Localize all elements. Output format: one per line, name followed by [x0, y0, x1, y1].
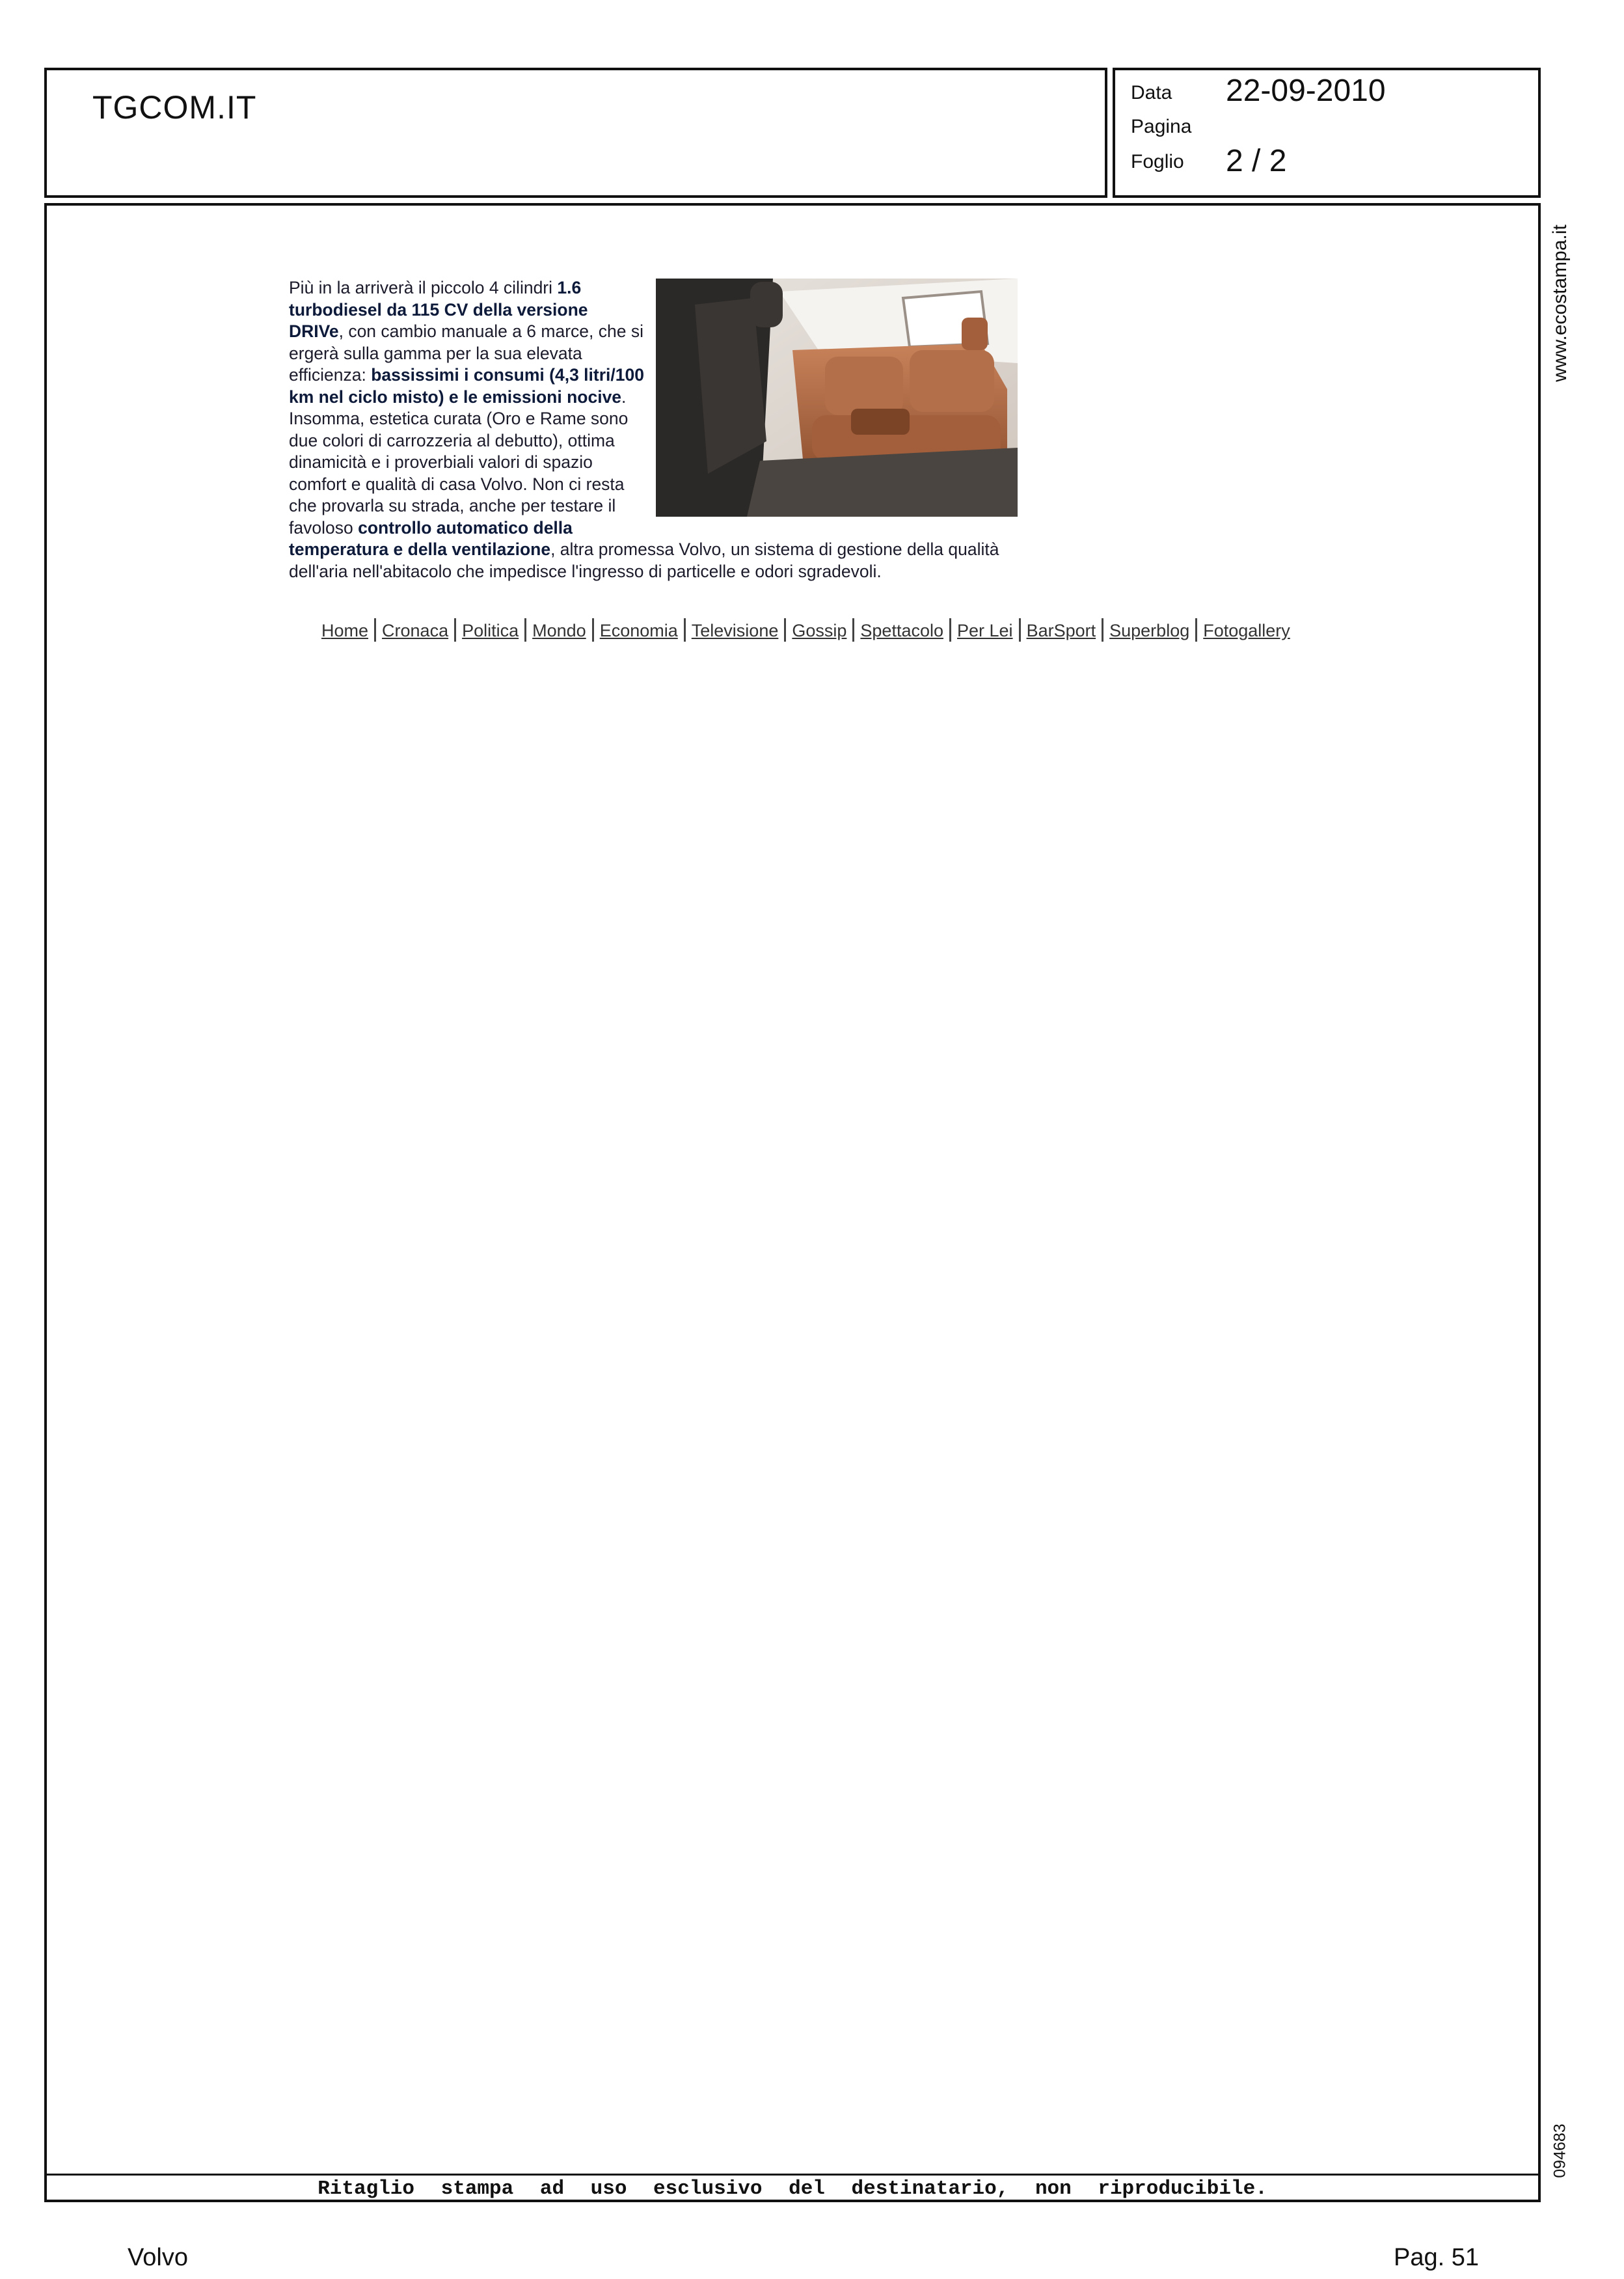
article-text: , altra promessa Volvo, un sistema di gestione della qualità dell'aria nell'abitacolo che impedisce l'ingresso di particelle e odori sgradevoli. — [289, 539, 999, 581]
nav-link-superblog[interactable]: Superblog — [1109, 621, 1190, 640]
website-text: www.ecostampa.it — [1549, 225, 1571, 382]
nav-link-spettacolo[interactable]: Spettacolo — [860, 621, 943, 640]
nav-link-barsport[interactable]: BarSport — [1026, 621, 1096, 640]
article-body — [289, 277, 1018, 582]
article-text: , con cambio manuale a 6 marce, che si ergerà sulla gamma per la sua elevata efficienza: — [289, 321, 643, 385]
sheet-label: Foglio — [1131, 151, 1184, 172]
page-label: Pagina — [1131, 116, 1192, 137]
nav-link-fotogallery[interactable]: Fotogallery — [1203, 621, 1290, 640]
nav-link-home[interactable]: Home — [321, 621, 369, 640]
article-bold-text: controllo automatico della temperatura e della ventilazione — [289, 517, 573, 559]
nav-separator — [374, 618, 376, 642]
code-vertical — [1541, 2115, 1580, 2187]
code-text: 094683 — [1550, 2123, 1569, 2178]
nav-separator — [684, 618, 686, 642]
header-source-box — [44, 68, 1107, 198]
date-value: 22-09-2010 — [1226, 74, 1386, 108]
nav-separator — [1195, 618, 1197, 642]
article-bold-text: bassissimi i consumi (4,3 litri/100 km nel ciclo misto) e le emissioni nocive — [289, 365, 644, 407]
nav-separator — [949, 618, 951, 642]
website-vertical — [1541, 219, 1580, 388]
nav-separator — [454, 618, 456, 642]
sheet-value: 2 / 2 — [1226, 144, 1287, 178]
nav-separator — [524, 618, 526, 642]
car-interior-photo — [656, 279, 1018, 517]
page-number: Pag. 51 — [1394, 2244, 1479, 2271]
site-nav — [321, 618, 1290, 642]
nav-separator — [1102, 618, 1103, 642]
nav-separator — [1019, 618, 1021, 642]
nav-link-per-lei[interactable]: Per Lei — [957, 621, 1013, 640]
article-text: Più in la arriverà il piccolo 4 cilindri — [289, 278, 558, 297]
client-name: Volvo — [128, 2244, 188, 2271]
nav-separator — [852, 618, 854, 642]
photo-svg — [656, 279, 1018, 517]
source-name: TGCOM.IT — [92, 89, 257, 126]
nav-link-gossip[interactable]: Gossip — [792, 621, 847, 640]
footer-divider — [47, 2174, 1538, 2176]
nav-link-televisione[interactable]: Televisione — [691, 621, 779, 640]
nav-link-mondo[interactable]: Mondo — [532, 621, 586, 640]
nav-link-economia[interactable]: Economia — [599, 621, 678, 640]
date-label: Data — [1131, 82, 1172, 103]
nav-link-politica[interactable]: Politica — [462, 621, 519, 640]
reproduction-notice: Ritaglio stampa ad uso esclusivo del destinatario, non riproducibile. — [318, 2177, 1267, 2200]
nav-link-cronaca[interactable]: Cronaca — [382, 621, 449, 640]
nav-separator — [592, 618, 594, 642]
article-text: . Insomma, estetica curata (Oro e Rame sono due colori di carrozzeria al debutto), ottima dinamicità e i proverbiali valori di spazio comfort e qualità di casa Volvo. Non ci resta che provarla su strada, anche per testare il favoloso — [289, 387, 629, 538]
article-bold-text: 1.6 turbodiesel da 115 CV della versione DRIVe — [289, 278, 588, 341]
nav-separator — [784, 618, 786, 642]
